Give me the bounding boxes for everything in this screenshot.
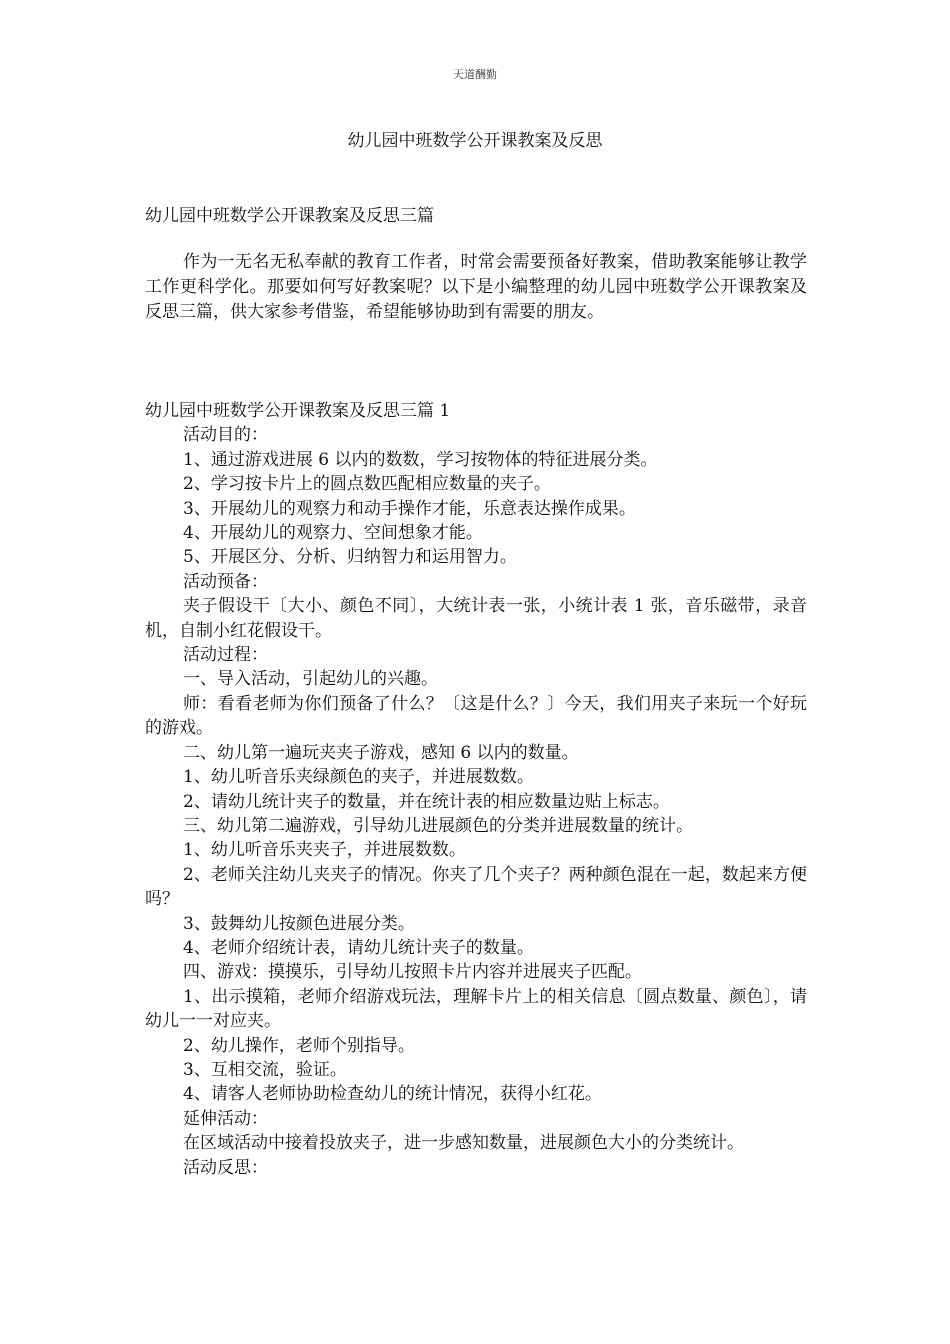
paragraph: 活动目的：	[183, 425, 268, 446]
paragraph: 在区域活动中接着投放夹子，进一步感知数量，进展颜色大小的分类统计。	[183, 1133, 744, 1154]
paragraph: 2、请幼儿统计夹子的数量，并在统计表的相应数量边贴上标志。	[183, 791, 670, 812]
paragraph: 3、鼓舞幼儿按颜色进展分类。	[183, 913, 415, 934]
paragraph: 活动预备：	[183, 571, 268, 592]
paragraph: 活动过程：	[183, 645, 268, 666]
paragraph: 2、学习按卡片上的圆点数匹配相应数量的夹子。	[183, 474, 551, 495]
paragraph: 师：看看老师为你们预备了什么？〔这是什么？〕今天，我们用夹子来玩一个好玩的游戏。	[145, 693, 807, 739]
section-1	[145, 399, 807, 1180]
intro-paragraph: 作为一无名无私奉献的教育工作者，时常会需要预备好教案，借助教案能够让教学工作更科学化。那要如何写好教案呢？以下是小编整理的幼儿园中班数学公开课教案及反思三篇，供大家参考借鉴，希望能够协助到有需要的朋友。	[145, 252, 807, 322]
paragraph: 1、幼儿听音乐夹绿颜色的夹子，并进展数数。	[183, 767, 534, 788]
paragraph: 1、出示摸箱，老师介绍游戏玩法，理解卡片上的相关信息〔圆点数量、颜色〕，请幼儿一一对应夹。	[145, 986, 807, 1032]
paragraph: 一、导入活动，引起幼儿的兴趣。	[183, 669, 438, 690]
paragraph: 2、老师关注幼儿夹夹子的情况。你夹了几个夹子？两种颜色混在一起，数起来方便吗？	[145, 864, 807, 910]
paragraph: 4、请客人老师协助检查幼儿的统计情况，获得小红花。	[183, 1084, 602, 1105]
page-header: 天道酬勤	[453, 68, 497, 81]
paragraph: 5、开展区分、分析、归纳智力和运用智力。	[183, 547, 517, 568]
paragraph: 1、通过游戏进展 6 以内的数数，学习按物体的特征进展分类。	[183, 449, 658, 470]
paragraph: 4、老师介绍统计表，请幼儿统计夹子的数量。	[183, 937, 534, 958]
paragraph: 1、幼儿听音乐夹夹子，并进展数数。	[183, 840, 466, 861]
paragraph: 4、开展幼儿的观察力、空间想象才能。	[183, 523, 483, 544]
document-subtitle: 幼儿园中班数学公开课教案及反思三篇	[145, 206, 434, 226]
paragraph: 四、游戏：摸摸乐，引导幼儿按照卡片内容并进展夹子匹配。	[183, 962, 642, 983]
section-heading: 幼儿园中班数学公开课教案及反思三篇 1	[145, 401, 451, 421]
paragraph: 3、互相交流，验证。	[183, 1059, 347, 1080]
paragraph: 二、幼儿第一遍玩夹夹子游戏，感知 6 以内的数量。	[183, 742, 579, 763]
paragraph: 三、幼儿第二遍游戏，引导幼儿进展颜色的分类并进展数量的统计。	[183, 815, 693, 836]
document-title: 幼儿园中班数学公开课教案及反思	[347, 131, 603, 151]
paragraph: 夹子假设干〔大小、颜色不同〕，大统计表一张，小统计表 1 张，音乐磁带，录音机，自制小红花假设干。	[145, 596, 807, 641]
paragraph: 2、幼儿操作，老师个别指导。	[183, 1035, 415, 1056]
paragraph: 延伸活动：	[183, 1108, 268, 1129]
paragraph: 3、开展幼儿的观察力和动手操作才能，乐意表达操作成果。	[183, 498, 636, 519]
paragraph: 活动反思：	[183, 1157, 268, 1178]
